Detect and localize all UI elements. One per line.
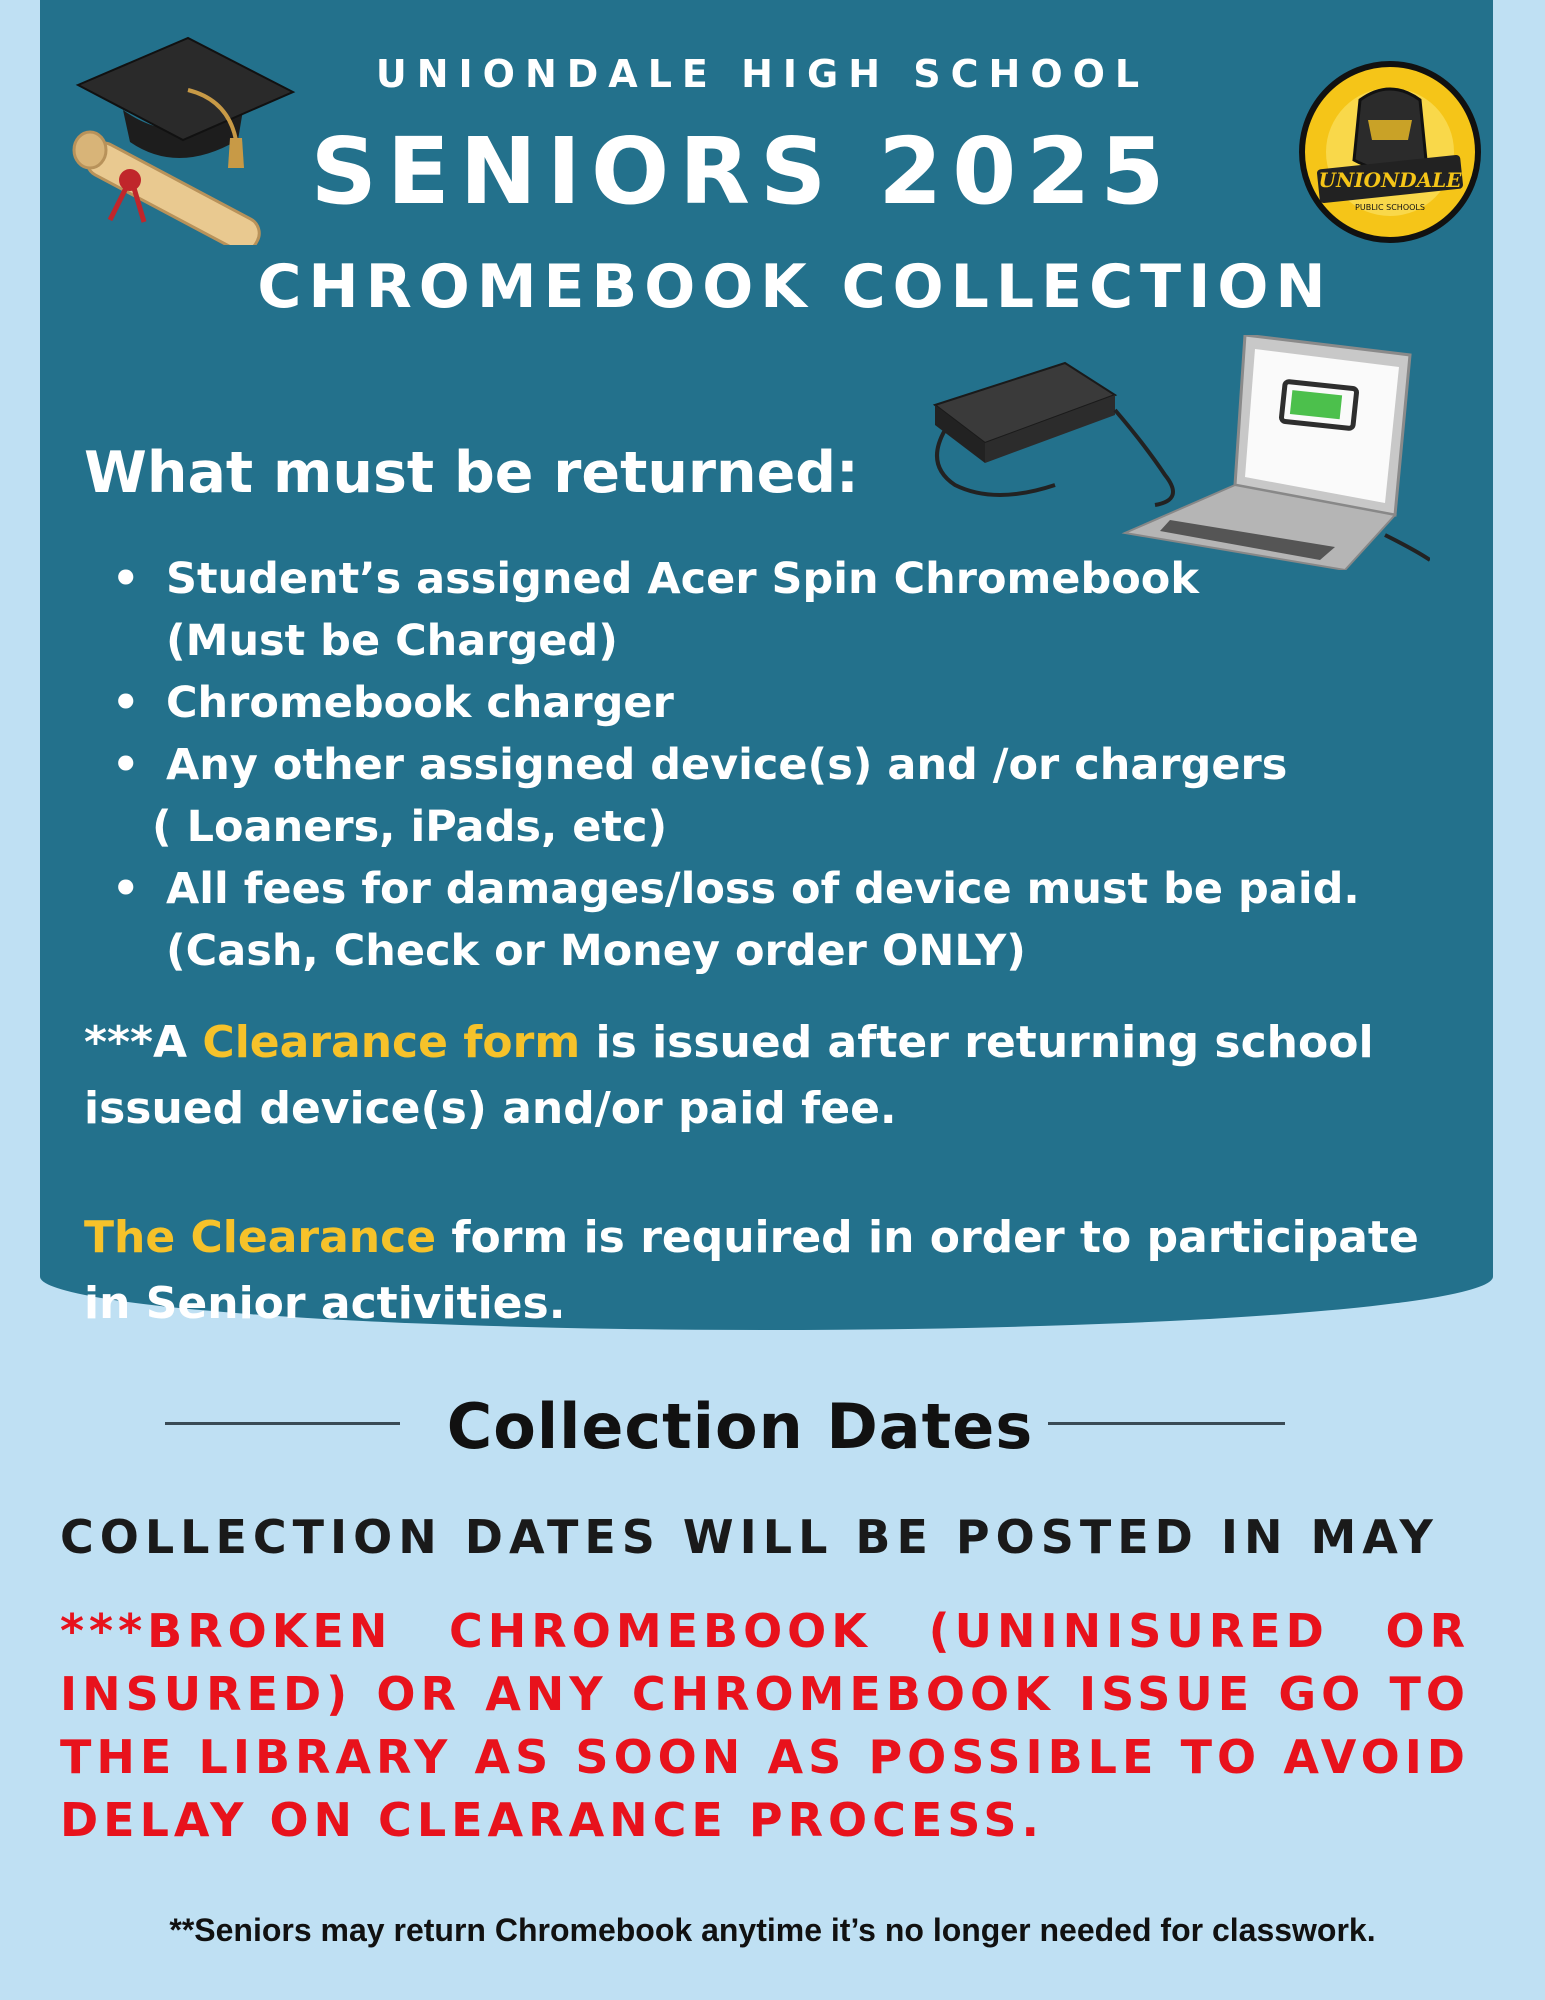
dates-posted-note: COLLECTION DATES WILL BE POSTED IN MAY	[60, 1510, 1439, 1564]
logo-text: UNIONDALE	[1318, 168, 1462, 192]
clearance-requirement: The Clearance form is required in order to participate in Senior activities.	[84, 1212, 1419, 1329]
clearance-note: ***A Clearance form is issued after returning school issued device(s) and/or paid fee.	[84, 1017, 1374, 1134]
list-item: • Any other assigned device(s) and /or chargers ( Loaners, iPads, etc)	[110, 734, 1410, 858]
school-name: UNIONDALE HIGH SCHOOL	[375, 52, 1150, 96]
logo-subtext: PUBLIC SCHOOLS	[1355, 203, 1425, 212]
school-logo	[1298, 60, 1482, 244]
list-item: • All fees for damages/loss of device must be paid. (Cash, Check or Money order ONLY)	[110, 858, 1410, 982]
list-item: • Chromebook charger	[110, 672, 1410, 734]
collection-dates-title: Collection Dates	[446, 1390, 1034, 1463]
returned-list	[110, 548, 1410, 982]
page-title: SENIORS 2025	[310, 118, 1175, 225]
laptop-charger-icon	[915, 335, 1430, 570]
charger-icon	[935, 363, 1173, 505]
returned-heading: What must be returned:	[84, 440, 859, 506]
laptop-icon	[1125, 335, 1430, 570]
broken-chromebook-alert: ***BROKEN CHROMEBOOK (UNINISURED OR INSURED) OR ANY CHROMEBOOK ISSUE GO TO THE LIBRARY AS SOON AS POSSIBLE TO AVOID DELAY ON CLEARANCE PROCESS.	[60, 1604, 1470, 1847]
list-item: • Student’s assigned Acer Spin Chromebook (Must be Charged)	[110, 548, 1410, 672]
divider-right	[1048, 1422, 1285, 1425]
footnote: **Seniors may return Chromebook anytime it’s no longer needed for classwork.	[169, 1912, 1376, 1948]
page-subtitle: CHROMEBOOK COLLECTION	[257, 252, 1333, 322]
